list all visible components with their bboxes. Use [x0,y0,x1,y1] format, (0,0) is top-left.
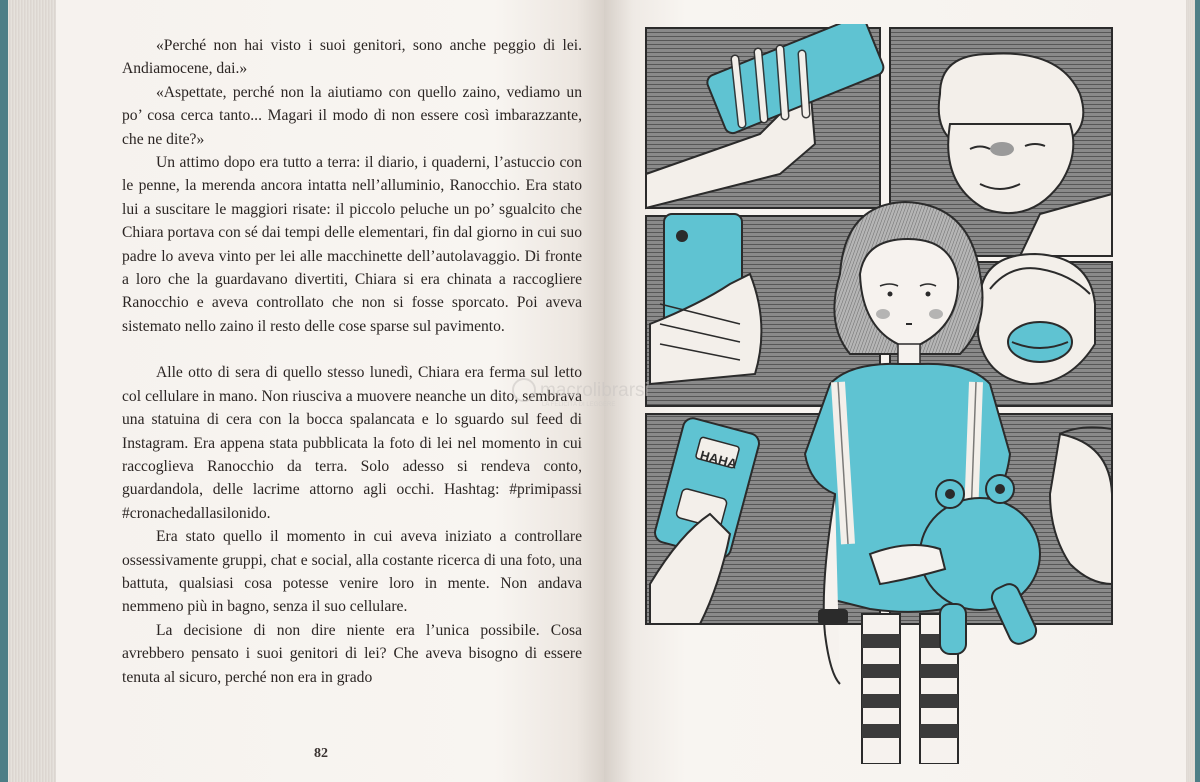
wristwatch [818,609,848,625]
illustration [640,24,1120,764]
watermark-brand: macrolibrarsi [540,380,649,401]
left-page [56,0,604,782]
laughing-kid [978,254,1095,384]
paragraph-1: «Perché non hai visto i suoi genitori, sono anche peggio di lei. Andiamocene, dai.» [122,37,582,78]
paragraph-3: Un attimo dopo era tutto a terra: il diario, i quaderni, l’astuccio con le penne, la merenda ancora intatta nell’alluminio, Ranocchio. Era stato lui a suscitare le maggiori risate: il piccolo peluche un po’ sgualcito che Chiara portava con sé dai tempi delle elementari, fin dal giorno in cui suo padre lo aveva vinto per lei alle macchinette dell’autolavaggio. Di fronte a loro che la guardavano divertiti, Chiara si era chinata a raccogliere Ranocchio e aveva controllato che non si fosse sporcato. Poi aveva sistemato nello zaino il resto delle cose sparse sul pavimento. [122,154,582,335]
page-number: 82 [314,746,328,761]
haha-text: HAHA [698,447,739,472]
page-edges-left [0,0,57,782]
paragraph-5: Era stato quello il momento in cui aveva iniziato a controllare ossessivamente gruppi, chat e social, alla costante ricerca di una foto, una battuta, qualsiasi cosa potesse venire loro in mente. Non andava nemmeno più in bagno, senza il suo cellulare. [122,528,582,616]
page-edges-right [1186,0,1200,782]
watermark-tagline: LA FELICITÀ DI LEGGERE [542,402,616,408]
body-text [122,34,582,689]
paragraph-4: Alle otto di sera di quello stesso lunedì, Chiara era ferma sul letto col cellulare in mano. Non riusciva a muovere neanche un dito, sembrava una statuina di cera con la bocca spalancata e lo sguardo sul feed di Instagram. Era appena stata pubblicata la foto di lei nel momento in cui raccoglieva Ranocchio da terra. Solo adesso si rendeva conto, guardandola, delle lacrime attorno agli occhi. Hashtag: #primipassi #cronachedallasilonido. [122,364,582,522]
paragraph-6: La decisione di non dire niente era l’unica possibile. Cosa avrebbero pensato i suoi genitori di lei? Che aveva bisogno di essere tenuta al sicuro, perché non era in grado [122,621,582,686]
paragraph-2: «Aspettate, perché non la aiutiamo con quello zaino, vediamo un po’ cosa cerca tanto... Magari il modo di non essere così imbarazzante, che ne dite?» [122,83,582,148]
